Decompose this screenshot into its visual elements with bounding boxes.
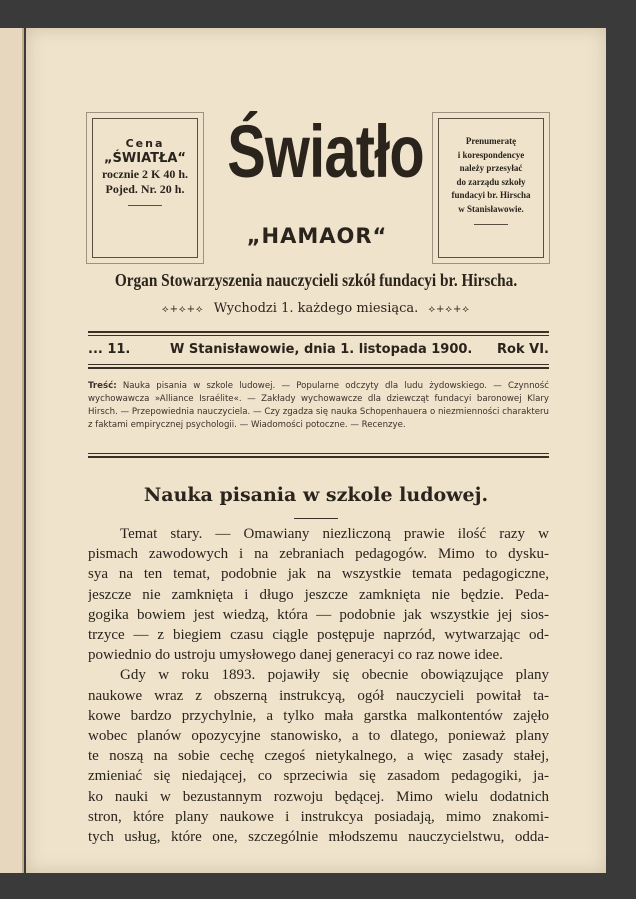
organ-line: Organ Stowarzyszenia nauczycieli szkół fundacyi br. Hirscha. xyxy=(114,270,518,290)
article-line: trzyce — z biegiem czasu ciągle postępuje naprzód, wytwarzając od- xyxy=(88,627,549,644)
table-of-contents xyxy=(88,380,549,432)
article-line: tych usług, które one, szczególnie młodszemu nauczycielstwu, odda- xyxy=(88,829,549,846)
price-yearly: rocznie 2 K 40 h. xyxy=(101,167,189,181)
ornament-left: ⟡+⟡+⟡ xyxy=(161,304,204,315)
price-single: Pojed. Nr. 20 h. xyxy=(105,182,185,196)
article-title: Nauka pisania w szkole ludowej. xyxy=(143,484,489,506)
newspaper-page xyxy=(26,28,606,873)
subscription-line: do zarządu szkoły xyxy=(456,176,526,187)
article-line: sya na ten temat, podobnie jak na wszystkie temata pedagogiczne, xyxy=(88,566,549,583)
masthead-subtitle: „HAMAOR“ xyxy=(246,224,388,248)
box-divider xyxy=(474,224,508,225)
subscription-line: Prenumeratę xyxy=(465,136,517,146)
article-line: Gdy w roku 1893. pojawiły się obecnie obowiązujące plany xyxy=(120,667,549,684)
price-label: Cena xyxy=(125,137,165,150)
article-line: naukowe wraz z obszerną instrukcyą, ogół nauczycieli powitał ta- xyxy=(88,687,549,704)
article-line: gogika bowiem jest wiedzą, która — podobnie jak wszystkie jej sios- xyxy=(88,606,549,623)
subscription-box xyxy=(438,118,544,258)
article-line: ko nauki w bezustannym rozwoju będącej. Mimo wielu dodatnich xyxy=(88,788,549,805)
contents-rule xyxy=(88,456,549,458)
price-box xyxy=(92,118,198,258)
top-rule xyxy=(88,331,549,333)
article-body xyxy=(88,524,549,847)
article-line: kowe bardzo przychylnie, a tylko mała garstka malkontentów zajęło xyxy=(88,707,549,724)
article-line: te noszą na sobie cechę czegoś nietykalnego, a więc zasady stałej, xyxy=(88,748,549,765)
issue-rule xyxy=(88,367,549,369)
contents-text: Nauka pisania w szkole ludowej. — Popularne odczyty dla ludu żydowskiego. — Czynność wychowawcza »Alliance Israélite«. — Zakłady wychowawcze dla dziewcząt fundacyi baronowej Klary Hirsch. — Przepowiednia nauczyciela. — Czy zgadza się nauka Schopenhauera o niezmienności charakteru z faktami empirycznej psychologii. — Wiadomości potoczne. — Recenzye. xyxy=(88,381,549,430)
box-divider xyxy=(128,205,162,206)
contents-label: Treść: xyxy=(88,381,117,391)
subscription-line: fundacyi br. Hirscha xyxy=(451,190,531,200)
contents-rule-thin xyxy=(88,453,549,454)
article-line: zmieniać się niedającej, co sprzeciwia się zasadom pedagogiki, ja- xyxy=(88,768,549,785)
top-rule-thin xyxy=(88,335,549,336)
subscription-line: w Stanisławowie. xyxy=(458,203,524,214)
article-line: jeszcze nie zamknięta i długo jeszcze zamknięta nie będzie. Peda- xyxy=(88,586,549,603)
article-line: Temat stary. — Omawiany niezliczoną prawie ilość razy w xyxy=(120,526,549,542)
article-line: wobec planów opozycyjne stanowisko, a to dlatego, ponieważ plany xyxy=(88,728,549,745)
subscription-line: należy przesyłać xyxy=(459,163,523,173)
article-line: pismach zawodowych i na zebraniach pedagogów. Mimo to dysku- xyxy=(88,546,549,563)
previous-page-edge xyxy=(0,28,24,873)
article-line: stron, które plany naukowe i instrukcya posiadają, mimo znakomi- xyxy=(88,808,549,825)
issue-line xyxy=(88,342,549,362)
issue-number: ... 11. xyxy=(88,342,131,357)
frequency-text: Wychodzi 1. każdego miesiąca. xyxy=(213,301,419,316)
issue-year: Rok VI. xyxy=(497,342,549,357)
frequency-line xyxy=(26,301,606,316)
issue-place-date: W Stanisławowie, dnia 1. listopada 1900. xyxy=(170,342,473,357)
issue-rule-thin xyxy=(88,364,549,365)
article-line: powiednio do ustroju umysłowego danej generacyi co raz nowe idee. xyxy=(88,647,503,664)
subscription-line: i korespondencye xyxy=(457,149,525,160)
title-underline xyxy=(294,518,338,519)
ornament-right: ⟡+⟡+⟡ xyxy=(428,304,471,315)
price-title: „ŚWIATŁA“ xyxy=(104,150,186,166)
masthead-title: Światło xyxy=(227,110,424,193)
